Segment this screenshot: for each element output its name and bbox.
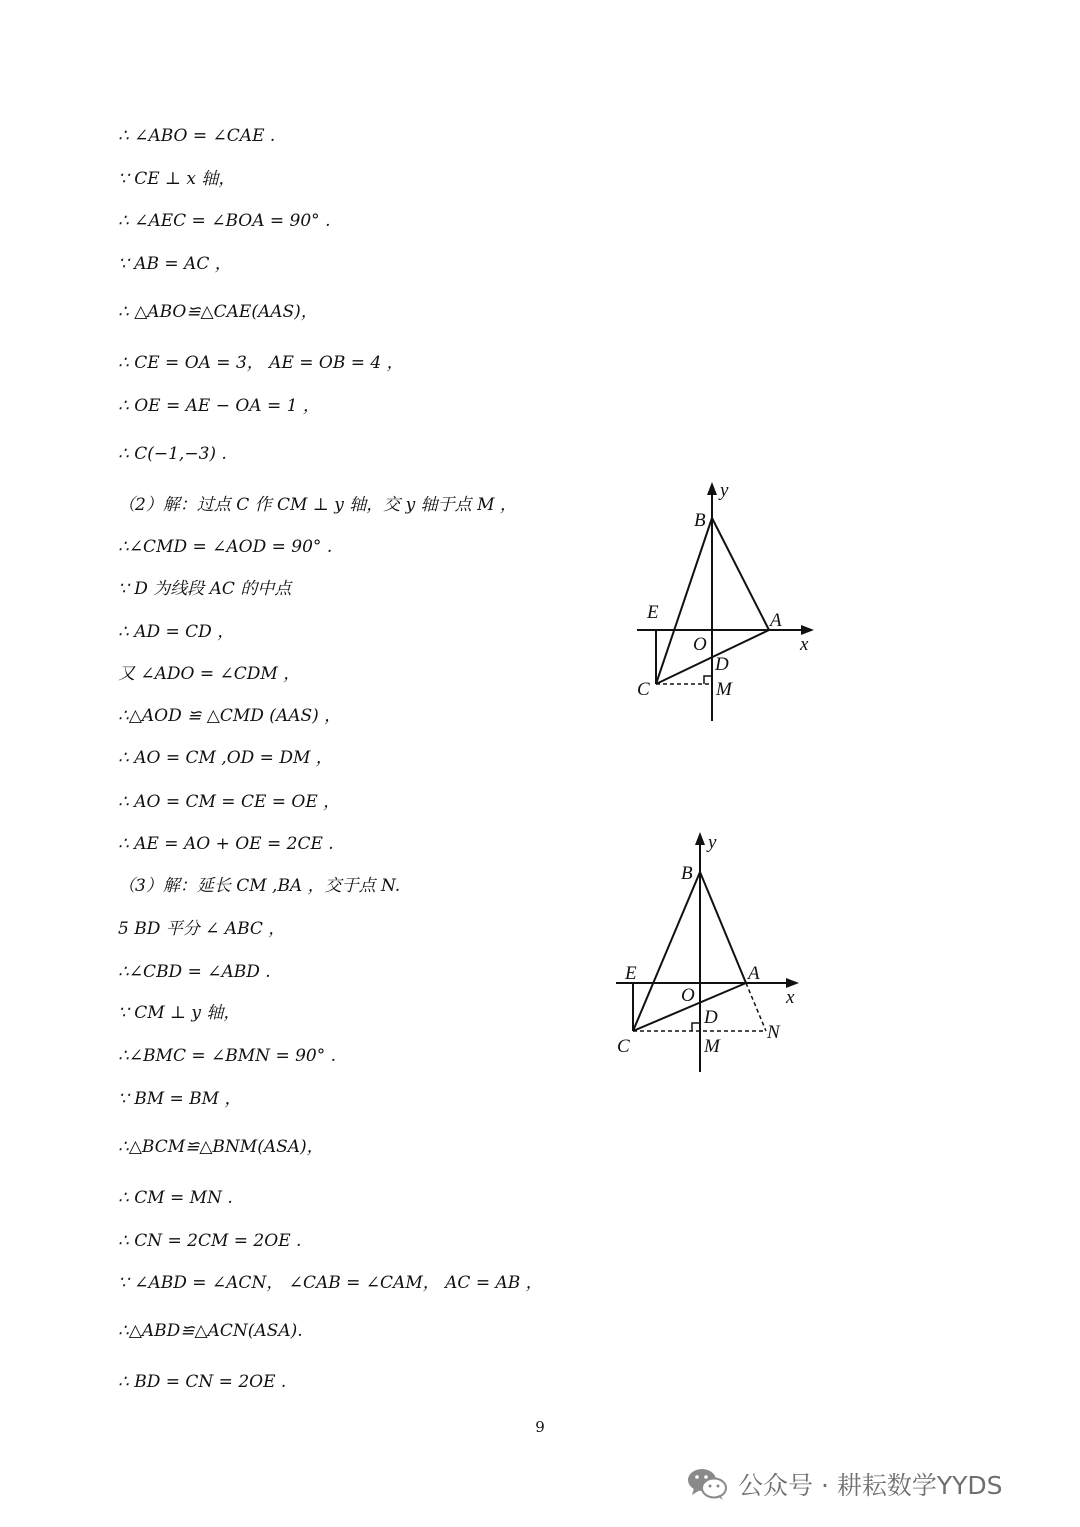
label-n: N bbox=[767, 1022, 780, 1043]
figure-2-diagram bbox=[600, 828, 820, 1078]
label-a: A bbox=[770, 610, 782, 631]
solution-line: ∴ OE = AE − OA = 1 ， bbox=[118, 396, 320, 416]
solution-line: ∴ AE = AO + OE = 2CE . bbox=[118, 834, 334, 854]
solution-line: ∴ AO = CM ,OD = DM ， bbox=[118, 748, 333, 768]
solution-line: （3）解：延长 CM ,BA ，交于点 N. bbox=[118, 876, 401, 896]
solution-line: ∴ AO = CM = CE = OE ， bbox=[118, 792, 341, 812]
label-m: M bbox=[716, 679, 732, 700]
figure-1 bbox=[620, 478, 820, 728]
label-y: y bbox=[708, 832, 717, 853]
solution-line: ∴ CN = 2CM = 2OE . bbox=[118, 1231, 302, 1251]
solution-line: ∴ ∠ABO = ∠CAE . bbox=[118, 126, 276, 146]
watermark bbox=[686, 1462, 1003, 1506]
label-b: B bbox=[681, 863, 693, 884]
solution-line: ∴△AOD ≌ △CMD (AAS) ， bbox=[118, 706, 342, 726]
solution-line: ∵ CM ⊥ y 轴， bbox=[118, 1003, 241, 1023]
solution-line: ∵ BM = BM ， bbox=[118, 1089, 242, 1109]
right-angle-mark bbox=[692, 1023, 700, 1031]
label-c: C bbox=[617, 1036, 630, 1057]
solution-line: ∴∠CMD = ∠AOD = 90° . bbox=[118, 537, 333, 557]
solution-line: ∴△BCM≌△BNM(ASA)， bbox=[118, 1137, 324, 1157]
figure-1-diagram bbox=[620, 478, 820, 728]
solution-line: （2）解：过点 C 作 CM ⊥ y 轴，交 y 轴于点 M ， bbox=[118, 495, 517, 515]
watermark-text: 公众号 · 耕耘数学YYDS bbox=[738, 1471, 1003, 1500]
label-c: C bbox=[637, 679, 650, 700]
wechat-icon bbox=[686, 1466, 728, 1502]
label-o: O bbox=[693, 634, 707, 655]
solution-line: 又 ∠ADO = ∠CDM ， bbox=[118, 664, 301, 684]
label-y: y bbox=[720, 480, 729, 501]
right-angle-mark bbox=[704, 676, 712, 684]
label-x: x bbox=[800, 634, 809, 655]
solution-line: ∴∠BMC = ∠BMN = 90° . bbox=[118, 1046, 337, 1066]
segment-an bbox=[746, 983, 766, 1031]
label-m: M bbox=[704, 1036, 720, 1057]
solution-line: ∵ CE ⊥ x 轴， bbox=[118, 169, 236, 189]
label-e: E bbox=[625, 963, 637, 984]
segment-bc bbox=[656, 518, 712, 684]
label-d: D bbox=[715, 654, 729, 675]
solution-line: ∵ ∠ABD = ∠ACN， ∠CAB = ∠CAM， AC = AB ， bbox=[118, 1273, 543, 1293]
solution-line: 5 BD 平分 ∠ ABC ， bbox=[118, 919, 286, 939]
y-axis-arrow bbox=[707, 482, 717, 495]
label-d: D bbox=[704, 1007, 718, 1028]
label-a: A bbox=[748, 963, 760, 984]
label-x: x bbox=[786, 987, 795, 1008]
label-e: E bbox=[647, 602, 659, 623]
label-o: O bbox=[681, 985, 695, 1006]
solution-line: ∴ △ABO≌△CAE(AAS)， bbox=[118, 302, 318, 322]
solution-line: ∴ CM = MN . bbox=[118, 1188, 233, 1208]
solution-line: ∴ C(−1,−3) . bbox=[118, 444, 227, 464]
page-number: 9 bbox=[535, 1418, 545, 1436]
solution-line: ∴ ∠AEC = ∠BOA = 90° . bbox=[118, 211, 331, 231]
solution-line: ∴∠CBD = ∠ABD . bbox=[118, 962, 271, 982]
solution-line: ∵ D 为线段 AC 的中点 bbox=[118, 579, 292, 599]
segment-ab bbox=[700, 872, 746, 983]
solution-line: ∵ AB = AC ， bbox=[118, 254, 232, 274]
solution-line: ∴ BD = CN = 2OE . bbox=[118, 1372, 287, 1392]
solution-line: ∴ AD = CD ， bbox=[118, 622, 235, 642]
solution-line: ∴ CE = OA = 3， AE = OB = 4 ， bbox=[118, 353, 404, 373]
figure-2 bbox=[600, 828, 820, 1078]
label-b: B bbox=[694, 510, 706, 531]
segment-ab bbox=[712, 518, 769, 630]
solution-line: ∴△ABD≌△ACN(ASA). bbox=[118, 1321, 303, 1341]
y-axis-arrow bbox=[695, 832, 705, 845]
